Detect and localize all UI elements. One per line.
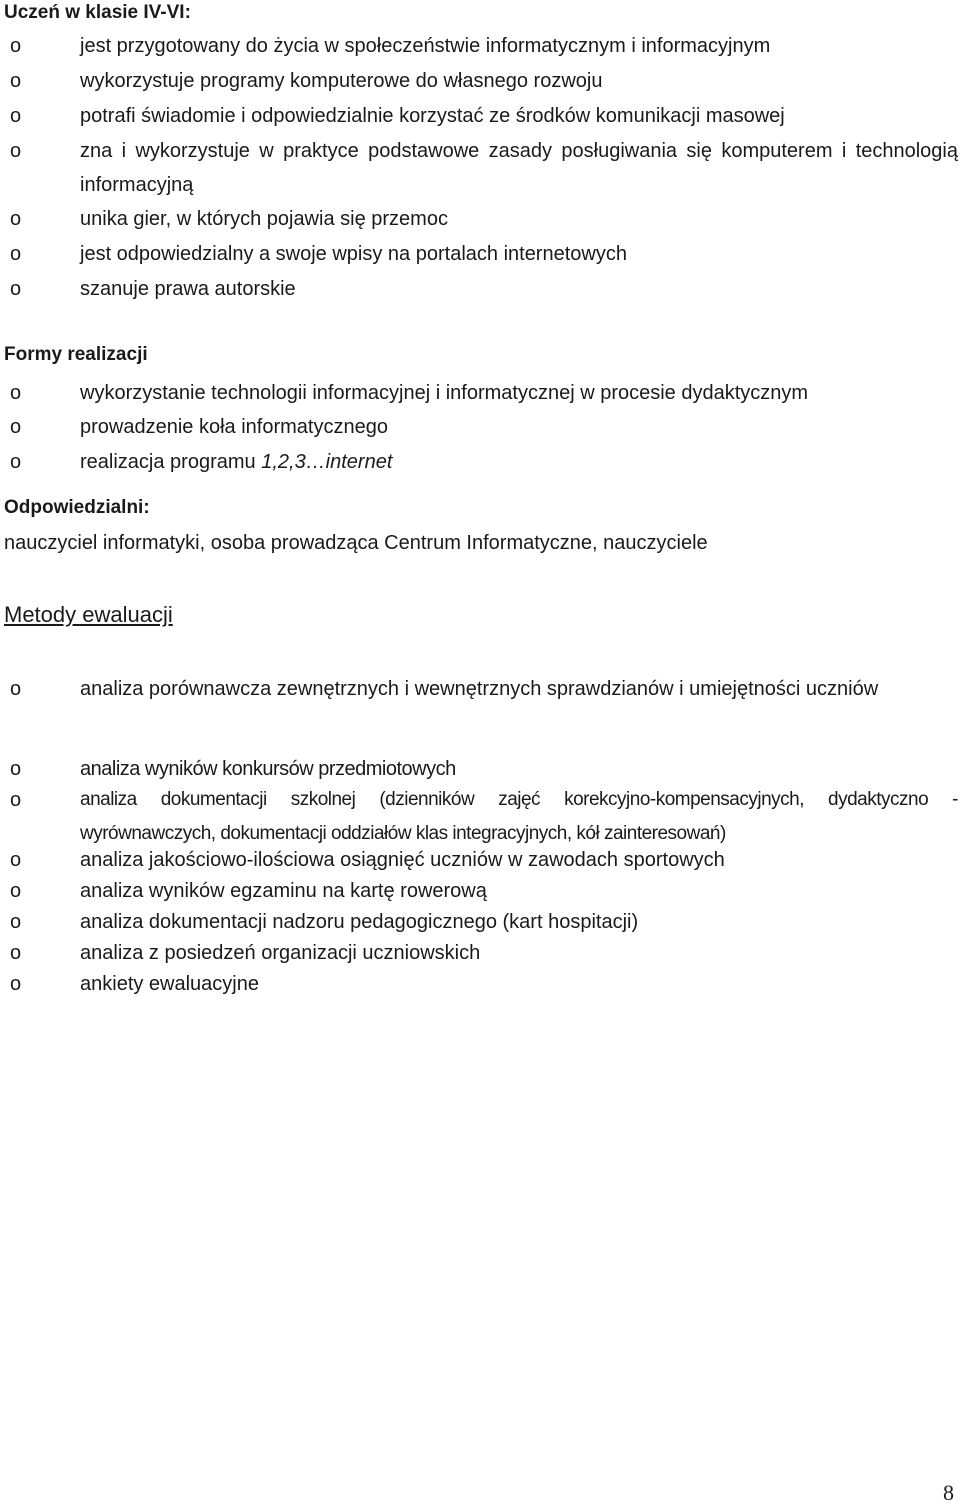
list-item	[10, 410, 958, 444]
bullet-marker: o	[10, 278, 22, 300]
section-heading-forms: Formy realizacji	[4, 344, 148, 365]
list-item	[10, 752, 958, 786]
list-item-text: analiza z posiedzeń organizacji uczniowskich	[80, 942, 481, 964]
list-item-text: jest odpowiedzialny a swoje wpisy na portalach internetowych	[80, 243, 627, 265]
bullet-marker: o	[10, 758, 22, 780]
list-item	[10, 64, 958, 98]
bullet-marker: o	[10, 382, 22, 404]
bullet-marker: o	[10, 70, 22, 92]
list-item	[10, 874, 958, 908]
bullet-marker: o	[10, 105, 22, 127]
responsible-text: nauczyciel informatyki, osoba prowadząca Centrum Informatyczne, nauczyciele	[4, 532, 708, 554]
list-item-text: unika gier, w których pojawia się przemoc	[80, 208, 448, 230]
list-item-text: analiza porównawcza zewnętrznych i wewnętrznych sprawdzianów i umiejętności uczniów	[80, 678, 879, 700]
list-item	[10, 905, 958, 939]
list-item	[10, 272, 958, 306]
list-item-text: analiza wyników egzaminu na kartę rowerową	[80, 880, 487, 902]
list-item	[10, 967, 958, 1001]
list-item-text	[80, 445, 958, 479]
list-item	[10, 376, 958, 410]
list-item-text: zna i wykorzystuje w praktyce podstawowe zasady posługiwania się komputerem i technologią informacyjną	[80, 140, 958, 196]
bullet-marker: o	[10, 849, 22, 871]
section-heading-evaluation: Metody ewaluacji	[4, 602, 173, 627]
list-item	[10, 202, 958, 236]
section-heading-students: Uczeń w klasie IV-VI:	[4, 2, 191, 23]
bullet-marker: o	[10, 451, 22, 473]
program-name: 1,2,3…internet	[261, 451, 393, 473]
list-item	[10, 29, 958, 63]
bullet-marker: o	[10, 208, 22, 230]
list-item	[10, 843, 958, 877]
bullet-marker: o	[10, 678, 22, 700]
bullet-marker: o	[10, 942, 22, 964]
bullet-marker: o	[10, 140, 22, 162]
bullet-marker: o	[10, 35, 22, 57]
list-item	[10, 672, 958, 706]
list-item	[10, 783, 958, 851]
list-item	[10, 445, 958, 479]
bullet-marker: o	[10, 911, 22, 933]
list-item-text: ankiety ewaluacyjne	[80, 973, 259, 995]
list-item	[10, 134, 958, 202]
list-item-text: wykorzystuje programy komputerowe do własnego rozwoju	[80, 70, 603, 92]
list-item-text: szanuje prawa autorskie	[80, 278, 296, 300]
bullet-marker: o	[10, 973, 22, 995]
list-item-text: analiza wyników konkursów przedmiotowych	[80, 758, 456, 780]
list-item-text: analiza jakościowo-ilościowa osiągnięć uczniów w zawodach sportowych	[80, 849, 725, 871]
list-item	[10, 936, 958, 970]
list-item-text: jest przygotowany do życia w społeczeństwie informatycznym i informacyjnym	[80, 35, 771, 57]
list-item-text: potrafi świadomie i odpowiedzialnie korzystać ze środków komunikacji masowej	[80, 105, 785, 127]
bullet-marker: o	[10, 416, 22, 438]
list-item-text: analiza dokumentacji nadzoru pedagogicznego (kart hospitacji)	[80, 911, 639, 933]
list-item-text: wykorzystanie technologii informacyjnej i informatycznej w procesie dydaktycznym	[80, 382, 809, 404]
list-item	[10, 99, 958, 133]
list-item	[10, 237, 958, 271]
bullet-marker: o	[10, 243, 22, 265]
page-number: 8	[943, 1480, 954, 1505]
section-heading-responsible: Odpowiedzialni:	[4, 497, 150, 518]
bullet-marker: o	[10, 880, 22, 902]
bullet-marker: o	[10, 789, 22, 811]
list-item-text-prefix: realizacja programu	[80, 451, 262, 473]
list-item-text: analiza dokumentacji szkolnej (dzienników zajęć korekcyjno-kompensacyjnych, dydaktyczno - wyrównawczych, dokumentacji oddziałów klas integracyjnych, kół zainteresowań)	[80, 789, 958, 844]
list-item-text: prowadzenie koła informatycznego	[80, 416, 388, 438]
